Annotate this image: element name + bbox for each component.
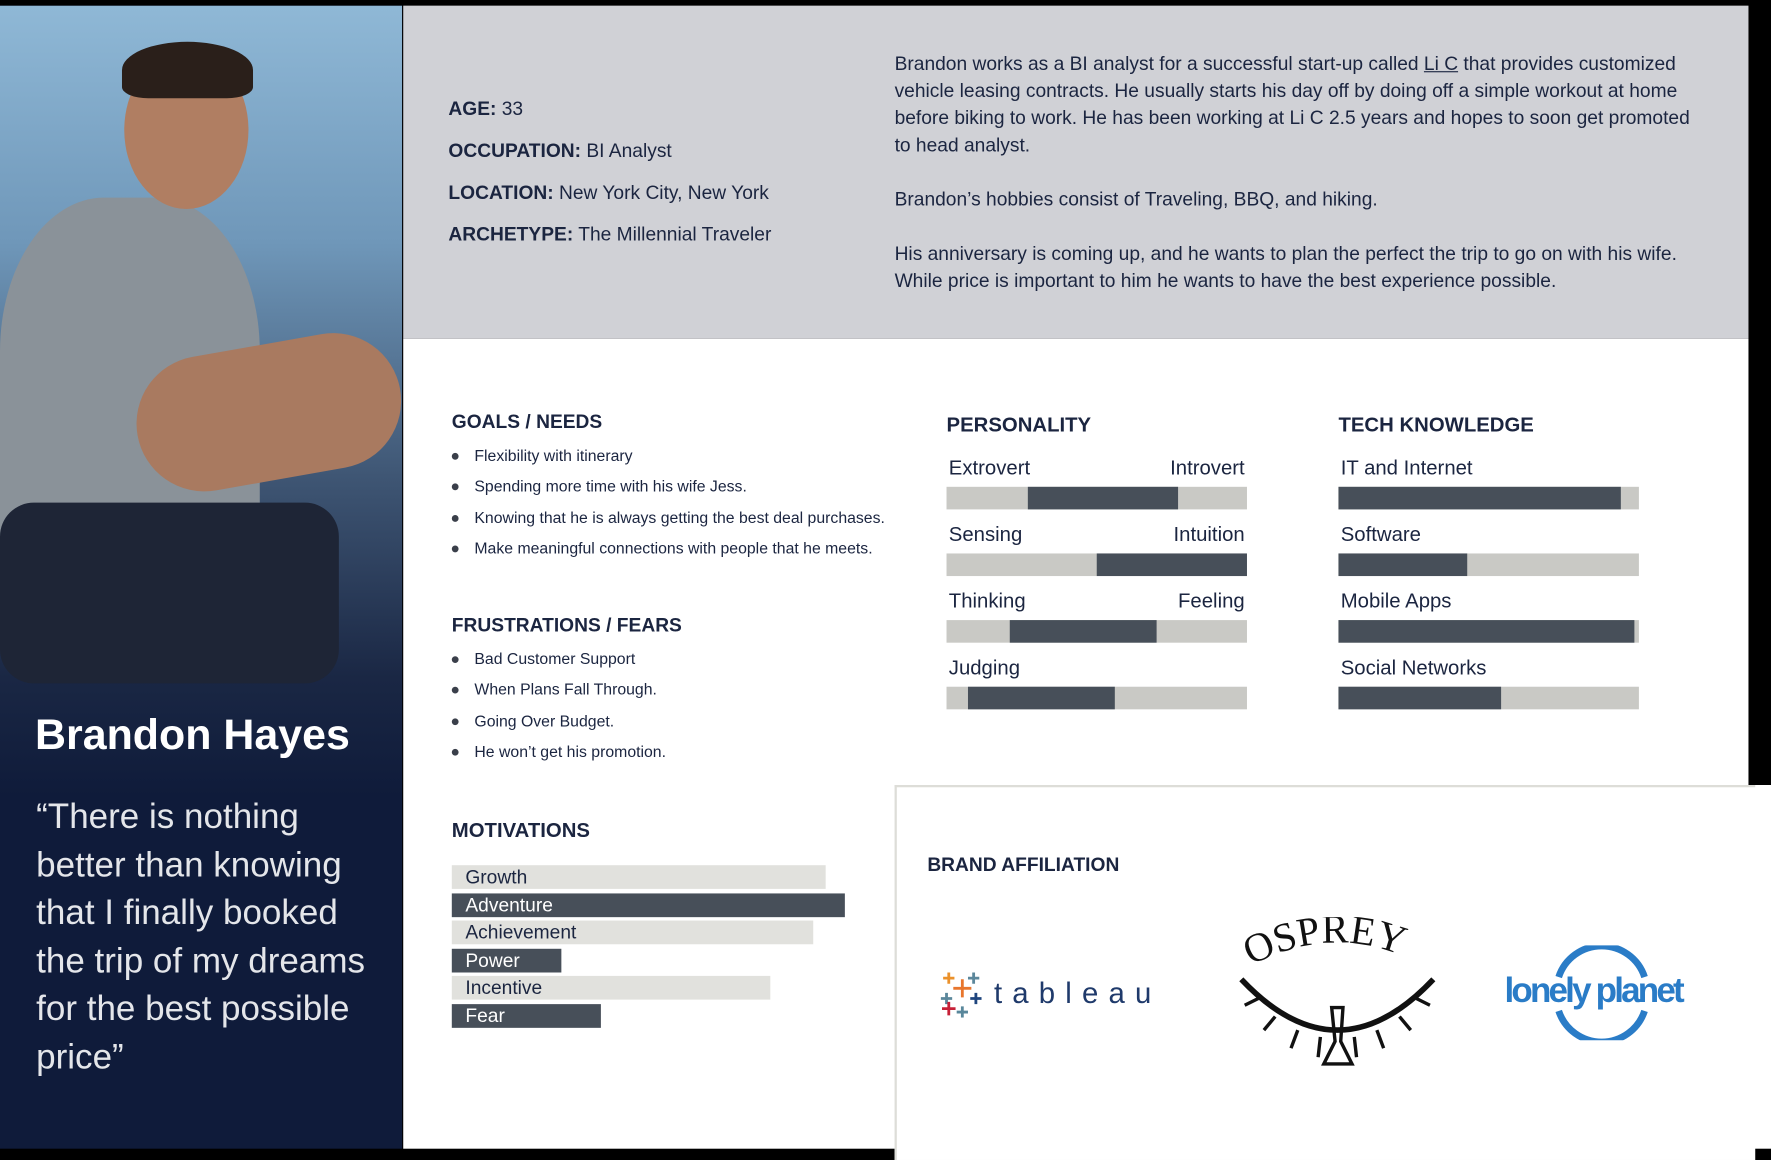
tech-skill xyxy=(1338,456,1638,509)
tech-skill xyxy=(1338,523,1638,576)
persona-name: Brandon Hayes xyxy=(35,711,350,760)
list-item: He won’t get his promotion. xyxy=(452,742,666,773)
tech-label: Social Networks xyxy=(1340,656,1487,679)
list-item: Going Over Budget. xyxy=(452,711,666,742)
personality-trait xyxy=(947,656,1247,709)
osprey-logo xyxy=(1236,917,1439,1075)
personality-trait xyxy=(947,456,1247,509)
tech-skill xyxy=(1338,590,1638,643)
trait-right-label: Introvert xyxy=(1170,456,1245,479)
trait-left-label: Extrovert xyxy=(948,456,1031,479)
fact-occupation: OCCUPATION: BI Analyst xyxy=(448,140,672,162)
goals-heading: GOALS / NEEDS xyxy=(451,411,603,433)
fact-location: LOCATION: New York City, New York xyxy=(448,181,769,204)
trait-left-label: Sensing xyxy=(948,522,1023,546)
bio-paragraph: Brandon’s hobbies consist of Traveling, BBQ, and hiking. xyxy=(894,188,1378,211)
tech-bar xyxy=(1338,487,1638,510)
tech-bar-fill xyxy=(1338,620,1634,643)
tableau-logo: tableau xyxy=(937,968,1161,1018)
trait-right-label: Intuition xyxy=(1173,522,1245,546)
tech-skill xyxy=(1338,656,1638,709)
goals-list xyxy=(452,446,885,569)
list-item: Spending more time with his wife Jess. xyxy=(452,477,885,508)
brand-affiliation-panel xyxy=(895,785,1756,1160)
profile-header xyxy=(403,6,1748,339)
tech-heading: TECH KNOWLEDGE xyxy=(1338,413,1534,436)
trait-right-label: Feeling xyxy=(1178,589,1245,613)
persona-photo xyxy=(0,6,402,797)
personality-heading: PERSONALITY xyxy=(946,413,1092,436)
bio-paragraph: Brandon works as a BI analyst for a successful start-up called Li C that provides customized vehicle leasing contracts. He usually starts his day off by doing off a simple workout at home before biking to work. He has been working at Li C 2.5 years and hopes to soon get promoted to head analyst. xyxy=(894,53,1690,156)
lonely-planet-logo: lonely planet xyxy=(1504,945,1696,1040)
trait-bar xyxy=(947,687,1247,710)
tech-bar xyxy=(1338,553,1638,576)
personality-trait xyxy=(947,590,1247,643)
tech-bar-fill xyxy=(1338,487,1620,510)
persona-quote: “There is nothing better than knowing that I finally booked the trip of my dreams for the best possible price” xyxy=(36,796,366,1076)
frustrations-list xyxy=(452,649,666,772)
trait-bar-fill xyxy=(968,687,1115,710)
trait-left-label: Thinking xyxy=(948,589,1026,613)
fact-archetype: ARCHETYPE: The Millennial Traveler xyxy=(448,223,772,246)
bio-paragraph: His anniversary is coming up, and he wants to plan the perfect the trip to go on with his wife. While price is important to him he wants to have the best experience possible. xyxy=(894,242,1677,292)
tech-label: Software xyxy=(1340,522,1421,546)
motivation-bar: Achievement xyxy=(452,921,814,945)
tableau-cross-icon xyxy=(937,968,987,1018)
list-item: Knowing that he is always getting the best deal purchases. xyxy=(452,508,885,539)
list-item: Flexibility with itinerary xyxy=(452,446,885,477)
fact-age: AGE: 33 xyxy=(448,98,524,120)
company-link[interactable]: Li C xyxy=(1423,53,1459,75)
tech-label: IT and Internet xyxy=(1340,456,1473,479)
list-item: Make meaningful connections with people that he meets. xyxy=(452,539,885,570)
personality-trait xyxy=(947,523,1247,576)
frustrations-heading: FRUSTRATIONS / FEARS xyxy=(451,614,682,636)
trait-left-label: Judging xyxy=(948,656,1021,679)
motivation-bar: Power xyxy=(452,948,562,972)
trait-bar xyxy=(947,553,1247,576)
tech-bar xyxy=(1338,687,1638,710)
motivation-bar: Fear xyxy=(452,1004,601,1028)
tech-bar-fill xyxy=(1338,687,1500,710)
tech-bar-fill xyxy=(1338,553,1467,576)
motivations-heading: MOTIVATIONS xyxy=(451,818,590,842)
trait-bar xyxy=(947,620,1247,643)
bio xyxy=(895,51,1708,322)
trait-bar-fill xyxy=(1028,487,1178,510)
trait-bar-fill xyxy=(1097,553,1247,576)
trait-bar-fill xyxy=(1010,620,1157,643)
list-item: Bad Customer Support xyxy=(452,649,666,680)
svg-text:OSPREY: OSPREY xyxy=(1235,917,1413,974)
motivation-bar: Growth xyxy=(452,865,825,889)
motivation-bar: Incentive xyxy=(452,976,770,1000)
list-item: When Plans Fall Through. xyxy=(452,680,666,711)
brand-heading: BRAND AFFILIATION xyxy=(927,853,1120,876)
tech-bar xyxy=(1338,620,1638,643)
tech-label: Mobile Apps xyxy=(1340,589,1452,613)
motivation-bar: Adventure xyxy=(452,893,845,917)
trait-bar xyxy=(947,487,1247,510)
